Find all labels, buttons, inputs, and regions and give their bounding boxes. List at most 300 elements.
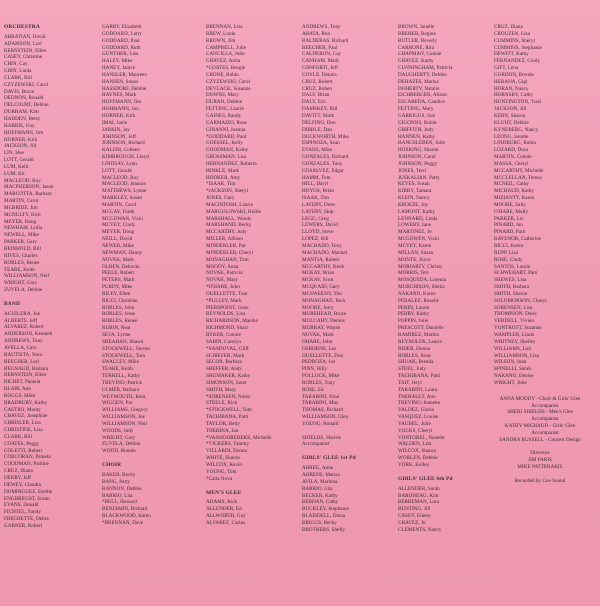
roster-name: AGUILERA, Joe <box>4 310 41 317</box>
roster-name: HOFFMANN, Jim <box>102 99 142 106</box>
roster-name: PERIN, Laurie <box>398 304 430 311</box>
roster-name: Accompanist <box>302 441 330 448</box>
credit-line: Directors <box>530 450 550 457</box>
roster-name: JARKIN, Jay <box>102 126 130 133</box>
roster-name: WORLEN, Debbie <box>398 455 438 462</box>
roster-name: SHEWES, Lisa <box>494 277 527 284</box>
roster-name: WALDEN, Lisa <box>398 441 432 448</box>
roster-name: VALDEZ, Gloria <box>398 407 434 414</box>
roster-name: HUNTINGTON, Traci <box>494 99 542 106</box>
roster-name: SOLOMONSON, Cheryl <box>494 297 547 304</box>
roster-name: ROBLES, Renee <box>102 318 138 325</box>
roster-name: BEGNAUD, Barbara <box>4 365 49 372</box>
credit-line: MIKE PATTERAKIS <box>517 464 563 471</box>
roster-name: ISAAK, Tim <box>302 195 329 202</box>
roster-name: *Catia Nova <box>206 475 233 482</box>
credit-line: SANDRA RUSSELL - Concert Design <box>499 436 581 443</box>
roster-name: HANSLER, Maureen <box>102 71 147 78</box>
roster-name: TARABINI, Laura <box>398 386 438 393</box>
roster-name: LAVERY, Skip <box>302 208 334 215</box>
roster-name: TEARE, Keith <box>102 366 133 373</box>
roster-name: NEILL, David <box>102 236 133 243</box>
roster-name: SABIN, Carolyn <box>206 338 241 345</box>
roster-name: MARSHALL, Wendy <box>206 215 252 222</box>
roster-name: PURDY, Mike <box>102 284 133 291</box>
roster-name: PERALEZ, Rosalie <box>398 297 439 304</box>
roster-name: VOCKS, Cheryl <box>398 427 433 434</box>
roster-column <box>398 24 490 534</box>
roster-name: AVILA, Marlena <box>302 478 338 485</box>
roster-name: KERN, Sharon <box>494 112 526 119</box>
roster-name: CUMMINS, Stephanie <box>494 44 542 51</box>
roster-name: HASSDORF, Debbie <box>102 85 147 92</box>
roster-name: DOMINGUEZ, Estelle <box>4 488 53 495</box>
roster-name: THOMAS, Richard <box>302 407 343 414</box>
roster-name: RIVES, Charles <box>4 252 38 259</box>
roster-name: LOTT, Gerald <box>102 167 132 174</box>
roster-name: POPPIN, Julie <box>398 318 429 325</box>
roster-name: BANNON, Debbie <box>102 485 142 492</box>
roster-name: CLARK, Bill <box>4 433 33 440</box>
roster-name: VONTOBEL, Nanette <box>398 434 445 441</box>
roster-name: CASTRO, Monty <box>4 406 41 413</box>
roster-name: ESPINOZA, Sean <box>302 140 340 147</box>
roster-name: LOPEZ, Bill <box>302 236 329 243</box>
roster-name: CANCILLA, Julie <box>206 51 245 58</box>
roster-name: BRADBURY, Kathy <box>4 399 48 406</box>
roster-name: *BRENNAN, Dave <box>102 519 144 526</box>
roster-name: HARRIS, Guy <box>4 122 35 129</box>
roster-name: GONZALES, Richard <box>302 154 349 161</box>
roster-name: OLBEN, Deborah <box>102 263 140 270</box>
roster-name: BRENNAN, Lisa <box>206 24 243 30</box>
roster-name: MOSQUEDA, Lorenia <box>398 277 447 284</box>
roster-name: POLLOCK, Mike <box>302 373 340 380</box>
roster-name: MACLEOD, Jeannie <box>102 181 146 188</box>
roster-name: KYNEBERG, Nancy <box>494 126 539 133</box>
roster-name: CASEY, Christine <box>4 54 43 61</box>
roster-name: CHRISLER, Lisa <box>4 420 41 427</box>
roster-name: CLEMENTS, Nancy <box>398 526 442 533</box>
roster-name: CRUZ, Ruben <box>302 85 332 92</box>
roster-name: NOVAK, Mark <box>302 331 334 338</box>
roster-name: RAVENOR, Catherine <box>494 236 542 243</box>
roster-name: COATES, Peggy <box>4 440 40 447</box>
roster-name: MOODY, Anna <box>206 263 239 270</box>
roster-name: NAKANO, Karen <box>398 290 436 297</box>
roster-name: OUELLETTE, Tom <box>206 290 248 297</box>
roster-name: BLAIR, Ann <box>4 386 31 393</box>
roster-name: DELCOURT, Debbie <box>4 102 49 109</box>
roster-name: PEDROZA, Joe <box>302 359 336 366</box>
roster-name: WILLIAMSON, Glen <box>302 414 349 421</box>
roster-name: EVANS, Donald <box>4 502 39 509</box>
roster-name: ROBLES, Tony <box>302 379 335 386</box>
roster-name: TAYLOR, Betty <box>206 420 241 427</box>
roster-name: ALLENDER, Ed <box>206 506 242 513</box>
roster-name: LENNARD, Linda <box>398 215 438 222</box>
roster-name: MOORE, Jerry <box>302 304 334 311</box>
roster-column <box>494 24 586 485</box>
roster-name: LEGG, Greg <box>302 215 329 222</box>
roster-name: ALVAREZ, Robert <box>4 324 44 331</box>
roster-name: *COATES, Beegie <box>206 65 246 72</box>
roster-name: SMITH, Mary <box>206 386 236 393</box>
roster-name: ULMER, Barbara <box>102 386 140 393</box>
roster-name: RICHARDSON, Marsha <box>206 318 258 325</box>
roster-name: MONAGHAN, Tom <box>206 256 249 263</box>
roster-name: BRIGGS, Becky <box>302 519 337 526</box>
roster-name: RUBIN, Neal <box>102 325 131 332</box>
roster-name: KALISH, Colleen <box>102 147 140 154</box>
roster-name: LEWERS, David <box>302 222 339 229</box>
roster-name: ENGBRECHT, Susan <box>4 495 50 502</box>
roster-name: *JACKSON, Sheryl <box>206 188 249 195</box>
roster-name: HANGSLEBEN, Julie <box>398 140 445 147</box>
roster-name: HOOKER, Amy <box>206 174 241 181</box>
roster-name: HAYNES, Mark <box>102 92 137 99</box>
roster-name: MILLAN, Susan <box>398 249 434 256</box>
roster-name: BLACKWOOD, Karen <box>102 513 151 520</box>
roster-name: HERNANDEZ, Roberta <box>206 160 257 167</box>
roster-name: PRESCOTT, Danielle <box>398 325 444 332</box>
roster-name: DEWEY, Claudia <box>4 481 41 488</box>
roster-name: MARTIN, Carol <box>102 201 137 208</box>
section-heading: ORCHESTRA <box>4 24 40 30</box>
roster-name: NAKANO, Denise <box>494 373 534 380</box>
roster-name: THERINA, Jan <box>206 427 239 434</box>
roster-name: HANSEN, Susan <box>102 78 139 85</box>
roster-name: FICHTEL, Sandy <box>4 509 41 516</box>
roster-name: MONAGHAN, Rich <box>302 297 346 304</box>
roster-name: LOZARD, Dora <box>494 147 528 154</box>
roster-name: LLOYD, Steve <box>302 229 334 236</box>
roster-name: MCKAY, Brian <box>302 270 335 277</box>
roster-name: LUM, Kelli <box>4 163 29 170</box>
roster-name: OHARE, John <box>302 338 333 345</box>
roster-name: ROBLES, John <box>102 304 135 311</box>
roster-name: BERREMAN, Lora <box>398 499 440 506</box>
roster-name: TACHIBANA, Patti <box>206 414 249 421</box>
roster-name: BERNSTEIN, Ellen <box>4 47 47 54</box>
roster-name: *ISAAK, Tim <box>206 181 236 188</box>
roster-name: LINDSAY, Lynn <box>102 160 137 167</box>
section-heading: BAND <box>4 300 21 307</box>
roster-name: OSBORNE, Les <box>302 345 337 352</box>
roster-name: ANDREWS, Tony <box>302 24 341 30</box>
roster-name: MIZIANTY, Karen <box>494 195 535 202</box>
roster-name: SCHWEHART, Pam <box>494 270 538 277</box>
roster-name: SHEFFER, Andy <box>206 366 243 373</box>
roster-name: WILLIAMSON, Joe <box>102 414 145 421</box>
roster-name: KLUHT, Debbie <box>494 119 529 126</box>
roster-name: SEVA, Lynne <box>102 331 131 338</box>
roster-name: TARABINI, Nino <box>302 393 340 400</box>
roster-name: SHUMAKER, Kathy <box>206 373 251 380</box>
roster-name: CONFORTI, Jeff <box>302 65 338 72</box>
roster-name: MARTIN, Connie <box>494 154 532 161</box>
roster-name: KROEZE, Joy <box>398 201 429 208</box>
roster-name: DURHAM, Kim <box>4 109 39 116</box>
roster-name: KEYES, Susan <box>398 181 430 188</box>
roster-name: MACHADO, Tony <box>302 243 342 249</box>
roster-name: BARONEAU, Kim <box>398 492 439 499</box>
roster-name: AHRENS, Marisa <box>302 472 340 478</box>
roster-name: RIDER, Donna <box>398 345 431 352</box>
roster-name: BECKER, Kathy <box>302 492 338 499</box>
roster-name: WAMPLER, Linda <box>494 331 535 338</box>
roster-name: HORNER, Kirk <box>4 136 38 143</box>
roster-name: BEECHER, Paul <box>302 44 338 51</box>
roster-name: DALY, Brian <box>302 92 330 99</box>
roster-name: EICHBERGER, Alison <box>398 92 447 99</box>
roster-name: MCNULTY, Rick <box>4 211 41 218</box>
roster-name: BICHET, Pamela <box>4 379 41 386</box>
roster-name: MCVEY, Cindy <box>102 222 136 229</box>
roster-name: MINDERLER, Pat <box>206 243 246 249</box>
roster-name: ROBLES, Jesse <box>102 311 136 318</box>
roster-name: ZUVELA, Debbie <box>4 287 43 294</box>
roster-name: LOTT, Gerald <box>4 157 34 164</box>
roster-name: STOCKWELL, Tom <box>102 352 146 359</box>
roster-name: SMITH, Sharon <box>494 290 528 297</box>
roster-name: SIMONSON, Janet <box>206 379 247 386</box>
roster-name: DOWNS, Mary <box>206 92 239 99</box>
roster-name: GIFT, Lena <box>494 65 519 72</box>
roster-name: CHAVEZ, Kathy <box>398 58 434 65</box>
roster-name: HALEY, Mike <box>102 58 133 65</box>
roster-name: JUSKALIAN, Patty <box>398 174 440 181</box>
roster-name: BUTLER, Beverly <box>398 37 438 44</box>
roster-name: WILLIAMSON, Neil <box>4 273 49 280</box>
roster-name: PINARD, Patti <box>494 229 526 236</box>
roster-name: ALLENDER, Sarah <box>398 485 440 492</box>
roster-name: VILLARDI, Donna <box>206 448 247 455</box>
roster-name: CRUZ, Diana <box>494 24 523 30</box>
roster-name: CHIN, Linda <box>4 68 32 75</box>
credit-line: ANNA MOODY - Choir & Girls' Glee <box>499 395 581 402</box>
roster-name: ALLWORTH, Guy <box>206 513 246 520</box>
roster-name: ALBERTS, Jeff <box>4 317 38 324</box>
roster-name: MONTE, Joyce <box>398 256 431 263</box>
roster-name: RICCI, Karen <box>494 243 524 249</box>
roster-name: ROBLES, Renee <box>4 259 40 266</box>
roster-name: CASEY, Eileen <box>398 513 431 520</box>
roster-name: YORK, Kelley <box>398 462 430 468</box>
roster-name: MEYER, Doug <box>102 229 135 236</box>
roster-name: ROBLES, Rose <box>398 352 431 359</box>
roster-name: MUREHEAD, Bruce <box>302 311 347 318</box>
roster-name: LAVERY, Drew <box>302 201 336 208</box>
section-heading: GIRLS' GLEE 6th Pd <box>398 475 453 482</box>
roster-name: KLEIN, Nancy <box>398 195 430 202</box>
roster-name: WRIGHT, Gary <box>4 280 38 287</box>
roster-name: MURRAY, Wayne <box>302 325 341 332</box>
roster-name: PARKER, Gary <box>4 239 37 246</box>
roster-name: WRIGHT, Gary <box>102 434 136 441</box>
roster-name: WILLIAMS, Loli <box>494 345 532 352</box>
roster-name: NEWELL, Mike <box>4 232 39 239</box>
roster-name: YOUNG, Ronald <box>302 420 339 427</box>
roster-name: MCSWEENY, Tim <box>302 290 342 297</box>
roster-name: GARRIGUS, Sue <box>398 112 435 119</box>
roster-name: MCKAY, Scott <box>302 277 334 284</box>
roster-name: GIGONNS, Robin <box>398 119 437 126</box>
roster-name: GINANNI, Joanna <box>206 126 246 133</box>
roster-name: JONES, Gary <box>206 195 235 202</box>
roster-name <box>302 428 394 435</box>
roster-name: WILCOX, Kevin <box>206 462 243 468</box>
roster-name: HORNER, Kirk <box>102 112 136 119</box>
roster-name: WILLIAMS, Gregory <box>102 407 148 414</box>
roster-name: BOGGS, Mike <box>4 392 36 399</box>
roster-name: ANDERSON, Kenneth <box>4 331 53 338</box>
roster-name: VERDELL, Vivien <box>494 318 534 325</box>
roster-name: MCCARTHY, Michelle <box>494 167 544 174</box>
roster-column <box>206 24 298 527</box>
credit-line: Accompanist <box>531 429 559 436</box>
roster-name: WHITE, Sharon <box>206 455 241 462</box>
roster-name: DIBBLE, Dan <box>302 126 332 133</box>
roster-name: PINN, Billy <box>302 366 328 373</box>
roster-name: REYNOLDS, Lisa <box>206 311 246 318</box>
roster-name: VONTROTT, Suzanne <box>494 325 542 332</box>
roster-name: CHAVEZ, Josephine <box>4 413 48 420</box>
roster-name: DAVIS, Bruce <box>4 88 35 95</box>
roster-name: CHAPMAN, Connie <box>398 51 442 58</box>
roster-name: LEONG, Sandie <box>494 133 529 140</box>
roster-name: NEWER, Mike <box>102 243 134 249</box>
roster-name: MACLEOD, Roy <box>4 177 41 184</box>
roster-name: MCNEIL, Cathy <box>494 181 529 188</box>
roster-name: RICCI, Christine <box>102 297 138 304</box>
roster-name: FETTING, Laurie <box>206 106 244 113</box>
roster-name: STEEL, Judy <box>398 366 426 373</box>
roster-name: CHAVEZ, Jo <box>398 519 426 526</box>
roster-name: ARATA, Ron <box>302 30 331 37</box>
roster-name: MARTIN, Carol <box>4 198 39 205</box>
roster-name: BAUTISTA, Nora <box>4 351 43 358</box>
roster-name: CHRISTINE, Lisa <box>4 427 43 434</box>
roster-name: BAKER, Becky <box>102 472 136 478</box>
roster-name: SHIELDS, Sherrie <box>302 434 341 441</box>
roster-name: SPINELLI, Sarah <box>494 366 531 373</box>
roster-name: MACPHERSON, Jason <box>4 184 54 191</box>
roster-name: LINDBURG, Robin <box>494 140 537 147</box>
roster-name: MOORE, Sally <box>494 201 527 208</box>
roster-name: JOHNSON, Peggy <box>398 160 438 167</box>
roster-name: ZUVELA, Debbie <box>102 441 141 448</box>
roster-name: IMAI, Janie <box>102 119 128 126</box>
credit-line: Accompanist <box>531 402 559 409</box>
roster-name: GUNTHER, Lisa <box>102 51 139 58</box>
roster-name: *GODDARD, Paul <box>206 133 247 140</box>
roster-name: MANTIA, Robert <box>302 256 340 263</box>
roster-name: DAMSKEY, Bill <box>302 106 338 113</box>
roster-name: ALVAREZ, Carlos <box>206 519 246 526</box>
roster-name: CANHAM, Mark <box>302 58 339 65</box>
credit-line: SHERI SHIELDS - Men's Glee <box>507 409 573 416</box>
roster-name: *BELL, Howard <box>102 499 137 506</box>
roster-name: SORENSEN, Lisa <box>494 304 533 311</box>
roster-name: TACHIBANA, Patti <box>398 373 441 380</box>
roster-name: CAMPBELL, Julie <box>206 44 247 51</box>
roster-name: GOSALVEZ, Edgar <box>302 167 344 174</box>
roster-name: MARKLEY, Susan <box>102 195 142 202</box>
roster-name: GONZALES, Tony <box>302 160 343 167</box>
roster-name: CRUZ, Diana <box>4 468 33 475</box>
roster-column <box>302 24 394 534</box>
roster-column <box>4 24 96 530</box>
roster-name: GROSSMAN, Lisa <box>206 154 247 161</box>
roster-name: ABREU, Anne <box>302 465 334 472</box>
roster-name: BUNTING, Jill <box>398 506 431 513</box>
roster-name: WILSON, Joan <box>494 359 527 366</box>
roster-name: ROSE, Ed <box>302 386 324 393</box>
roster-name: PERRY, Kathy <box>398 311 430 318</box>
roster-name: SHEAHAN, Shawn <box>102 338 144 345</box>
roster-name: WHITNEY, Shelley <box>494 338 536 345</box>
roster-name: KIMBROUGH, Lloyd <box>102 154 149 161</box>
roster-name: MCBRIDE, Jim <box>4 204 38 211</box>
roster-name: AVELLA, Cary <box>4 344 37 351</box>
roster-name: STOCKWELL, Steven <box>102 345 151 352</box>
roster-name: TERRELL, Kathy <box>102 373 141 380</box>
roster-name: BERNSTEIN, Ellen <box>4 372 47 379</box>
roster-name: LIN, Hue <box>4 150 24 157</box>
credit-line <box>494 444 586 451</box>
roster-name: RICHMOND, Shari <box>206 325 248 332</box>
roster-name: MASSA, Cheryl <box>494 160 529 167</box>
roster-name: WILCOX, Sharon <box>398 448 437 455</box>
roster-name: HOHMANN, Jon <box>102 106 139 113</box>
roster-name: FETTING, Mary <box>398 106 434 113</box>
roster-name: HINKLE, Mark <box>206 167 240 174</box>
roster-name: TREVINO, Jeanette <box>398 400 441 407</box>
roster-name: MCGOWAN, Vicki <box>102 215 144 222</box>
credits-block <box>494 396 586 485</box>
roster-name: SCHIEFER, Mark <box>206 352 245 359</box>
roster-name: DAVITT, Mark <box>302 112 335 119</box>
roster-name: COYLE, Dennis <box>302 71 337 78</box>
roster-name: HOYOS, Brian <box>302 188 335 195</box>
roster-name: SMITH, Barbara <box>494 284 530 291</box>
roster-name: CZYZEWSKI, Carol <box>4 81 49 88</box>
roster-name: NOVAK, Mark <box>102 256 134 263</box>
roster-name: REINHOLD, Bill <box>4 246 41 252</box>
roster-name: MCVEY, Karen <box>398 243 432 249</box>
roster-name: PIERSPOINT, Gene <box>206 304 249 311</box>
roster-name: HANNEN, Kathy <box>398 133 436 140</box>
roster-name: *SANDOVAL, Cliff <box>206 345 249 352</box>
roster-name: TAIT, Jeryl <box>398 379 422 386</box>
roster-name: GARRY, Elizabeth <box>102 24 142 30</box>
roster-name: GODDARD, Ruth <box>102 44 141 51</box>
roster-name: REYNOLDS, Laurie <box>398 338 442 345</box>
roster-name: BROTHERS, Shelly <box>302 526 345 533</box>
roster-name: GOESSEL, Kelly <box>206 140 243 147</box>
roster-name: *VANHOOREBEKE, Michelle <box>206 434 272 441</box>
roster-name: JOHNSON, Carol <box>398 154 436 161</box>
roster-name: SECOR, Barbara <box>206 359 242 366</box>
roster-name: EVANS, Mike <box>302 147 333 154</box>
roster-name: HOFFMANN, Jim <box>4 129 44 136</box>
roster-name: MEYER, Doug <box>4 218 37 225</box>
roster-name: JONES, Terri <box>398 167 427 174</box>
roster-name: MURCHISON, Sheila <box>398 284 445 291</box>
roster-name: *STOCKWELL, Tom <box>206 407 252 414</box>
roster-name: LAMONT, Kathy <box>398 208 436 215</box>
